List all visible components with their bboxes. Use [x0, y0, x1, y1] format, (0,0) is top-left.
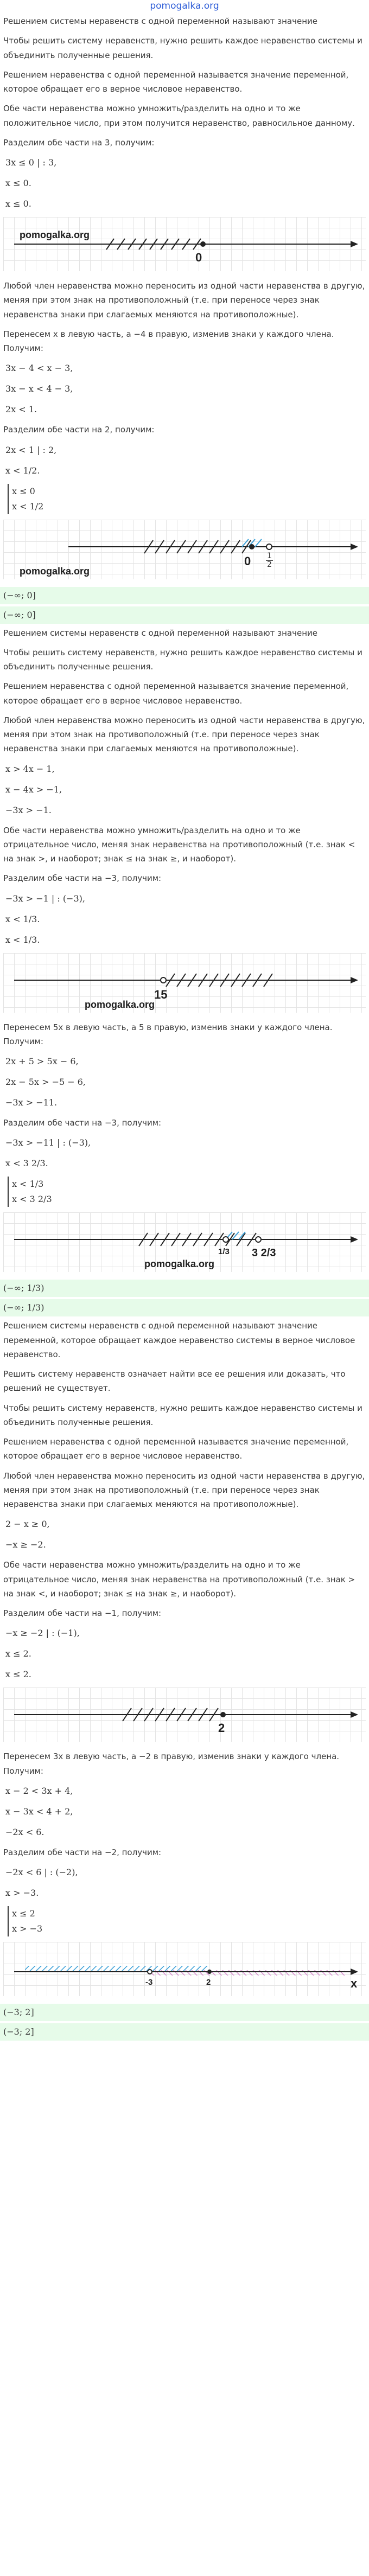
math-line: −3x > −1. — [5, 804, 52, 815]
paragraph: Разделим обе части на −3, получим: — [3, 873, 162, 884]
math-line: 3x − 4 < x − 3, — [5, 363, 73, 374]
system — [3, 1906, 366, 1936]
paragraph: Обе части неравенства можно умножить/разделить на одно и то же отрицательное число, меняя знак неравенства на противоположный (т.е. знак > на знак <, и наоборот; знак ≤ на знак ≥, и наоборот). — [3, 1560, 355, 1599]
math-line: −2x < 6 | : (−2), — [5, 1867, 78, 1877]
paragraph: Разделим обе части на 2, получим: — [3, 425, 155, 435]
paragraph: Перенесем 5x в левую часть, а 5 в правую, изменив знаки у каждого члена. Получим: — [3, 1022, 333, 1046]
content — [0, 12, 369, 2041]
number-line — [3, 217, 366, 271]
point-zero — [200, 241, 206, 247]
watermark: pomogalka.org — [85, 999, 155, 1010]
math-line: −2x < 6. — [5, 1826, 44, 1837]
math-line: 2x < 1 | : 2, — [5, 444, 57, 455]
math-line: x − 4x > −1, — [5, 784, 62, 795]
number-line-svg — [3, 520, 366, 579]
system — [3, 1177, 366, 1207]
math-line: x < 3 2/3. — [5, 1158, 48, 1169]
paragraph: Любой член неравенства можно переносить из одной части неравенства в другую, меняя при этом знак на противоположный (т.е. при переносе через знак неравенства знаки при слагаемых меняются на противоположные). — [3, 1471, 365, 1509]
math-line: 3x ≤ 0 | : 3, — [5, 157, 57, 168]
number-line — [3, 1942, 366, 1996]
paragraph: Перенесем 3x в левую часть, а −2 в правую, изменив знаки у каждого члена. Получим: — [3, 1752, 340, 1776]
paragraph: Любой член неравенства можно переносить из одной части неравенства в другую, меняя при этом знак на противоположный (т.е. при переносе через знак неравенства знаки при слагаемых меняются на противоположные). — [3, 281, 365, 319]
math-line: 2x − 5x > −5 − 6, — [5, 1077, 86, 1087]
math-line: 2 − x ≥ 0, — [5, 1519, 50, 1530]
paragraph: Разделим обе части на −2, получим: — [3, 1847, 162, 1857]
paragraph: Обе части неравенства можно умножить/разделить на одно и то же положительное число, при этом получится неравенство, равносильное данному. — [3, 104, 355, 128]
answer: (−∞; 0] — [0, 606, 369, 624]
paragraph: Решением неравенства с одной переменной называется значение переменной, которое обращает его в верное числовое неравенство. — [3, 1437, 349, 1461]
paragraph: Решением системы неравенств с одной переменной называют значение переменной, которое обращает каждое неравенство системы в верное числовое неравенство. — [3, 1321, 355, 1359]
math-line: 2x + 5 > 5x − 6, — [5, 1056, 79, 1066]
system-line: x ≤ 2 — [12, 1908, 35, 1919]
paragraph: Чтобы решить систему неравенств, нужно решить каждое неравенство системы и объединить полученные решения. — [3, 647, 362, 672]
axis-label-two: 2 — [218, 1721, 225, 1735]
answer: (−∞; 1/3) — [0, 1299, 369, 1316]
math-line: x > 4x − 1, — [5, 763, 55, 774]
number-line — [3, 1687, 366, 1742]
paragraph: Решить систему неравенств означает найти все ее решения или доказать, что решений не существует. — [3, 1369, 346, 1394]
paragraph: Решением системы неравенств с одной переменной называют значение — [3, 16, 317, 26]
paragraph: Решением системы неравенств с одной переменной называют значение — [3, 628, 317, 638]
fraction-numerator: 1 — [267, 551, 272, 560]
paragraph: Обе части неравенства можно умножить/разделить на одно и то же отрицательное число, меняя знак неравенства на противоположный (т.е. знак < на знак >, и наоборот; знак ≤ на знак ≥, и наоборот). — [3, 825, 355, 864]
point — [161, 977, 166, 983]
number-line-svg — [3, 1942, 366, 1996]
point-three-two-thirds — [256, 1237, 261, 1242]
site-title[interactable]: pomogalka.org — [150, 1, 219, 11]
number-line-svg — [3, 1687, 366, 1742]
math-line: x − 3x < 4 + 2, — [5, 1806, 73, 1817]
math-line: x − 2 < 3x + 4, — [5, 1785, 73, 1796]
math-line: −x ≥ −2. — [5, 1539, 46, 1550]
math-line: x ≤ 0. — [5, 199, 31, 209]
system-brace — [8, 1177, 52, 1207]
watermark: pomogalka.org — [20, 229, 90, 240]
system-brace — [8, 1906, 42, 1936]
system-brace — [8, 484, 43, 514]
math-line: x ≤ 2. — [5, 1648, 31, 1659]
axis-label-two: 2 — [206, 1978, 211, 1987]
answer: (−∞; 0] — [0, 587, 369, 604]
math-line: −3x > −11. — [5, 1097, 58, 1108]
system-line: x ≤ 0 — [12, 485, 35, 496]
math-line: x ≤ 0. — [5, 178, 31, 188]
math-line: x < 1/2. — [5, 465, 40, 476]
watermark: pomogalka.org — [20, 565, 90, 577]
paragraph: Разделим обе части на −1, получим: — [3, 1608, 162, 1618]
math-line: x ≤ 2. — [5, 1669, 31, 1680]
axis-label-half — [266, 552, 273, 570]
math-line: x < 1/3. — [5, 913, 40, 924]
fraction-denominator: 2 — [267, 560, 272, 569]
system-line: x > −3 — [12, 1923, 43, 1934]
point-zero — [249, 544, 255, 549]
number-line — [3, 1212, 366, 1272]
point-minus-three — [148, 1970, 152, 1974]
math-line: x > −3. — [5, 1888, 39, 1898]
paragraph: Решением неравенства с одной переменной называется значение переменной, которое обращает его в верное числовое неравенство. — [3, 681, 349, 706]
paragraph: Чтобы решить систему неравенств, нужно решить каждое неравенство системы и объединить полученные решения. — [3, 1403, 362, 1427]
system — [3, 484, 366, 514]
number-line-svg — [3, 217, 366, 271]
system-line: x < 3 2/3 — [12, 1194, 52, 1205]
system-line: x < 1/2 — [12, 501, 44, 512]
answer: (−∞; 1/3) — [0, 1280, 369, 1297]
point-two — [220, 1712, 226, 1717]
axis-label-zero: 0 — [244, 554, 251, 568]
paragraph: Решением неравенства с одной переменной называется значение переменной, которое обращает его в верное числовое неравенство. — [3, 69, 349, 94]
watermark: pomogalka.org — [144, 1258, 215, 1270]
number-line — [3, 520, 366, 579]
point-third — [223, 1237, 228, 1242]
paragraph: Разделим обе части на −3, получим: — [3, 1118, 162, 1128]
number-line-svg — [3, 1212, 366, 1272]
axis-label-x: x — [351, 1977, 358, 1990]
paragraph: Перенесем x в левую часть, а −4 в правую, изменив знаки у каждого члена. Получим: — [3, 329, 334, 353]
system-line: x < 1/3 — [12, 1179, 44, 1190]
axis-label-third: 1/3 — [218, 1247, 230, 1257]
number-line — [3, 953, 366, 1013]
math-line: x < 1/3. — [5, 934, 40, 945]
paragraph: Любой член неравенства можно переносить из одной части неравенства в другую, меняя при этом знак на противоположный (т.е. при переносе через знак неравенства знаки при слагаемых меняются на противоположные). — [3, 715, 365, 754]
paragraph: Чтобы решить систему неравенств, нужно решить каждое неравенство системы и объединить полученные решения. — [3, 36, 362, 60]
answer: (−3; 2] — [0, 2023, 369, 2041]
axis-label: 15 — [154, 987, 168, 1001]
math-line: 3x − x < 4 − 3, — [5, 383, 73, 394]
answer: (−3; 2] — [0, 2004, 369, 2021]
paragraph: Разделим обе части на 3, получим: — [3, 137, 155, 148]
math-line: −x ≥ −2 | : (−1), — [5, 1628, 80, 1639]
math-line: −3x > −1 | : (−3), — [5, 893, 85, 904]
point-two — [207, 1970, 212, 1974]
axis-label-three-two-thirds: 3 2/3 — [252, 1247, 276, 1260]
axis-label-zero: 0 — [195, 251, 202, 264]
axis-label-minus-three: -3 — [145, 1978, 153, 1987]
math-line: 2x < 1. — [5, 404, 37, 415]
number-line-svg — [3, 953, 366, 1013]
region-x-gt-minus-3 — [150, 1970, 345, 1976]
point-half — [266, 544, 272, 549]
math-line: −3x > −11 | : (−3), — [5, 1137, 91, 1148]
